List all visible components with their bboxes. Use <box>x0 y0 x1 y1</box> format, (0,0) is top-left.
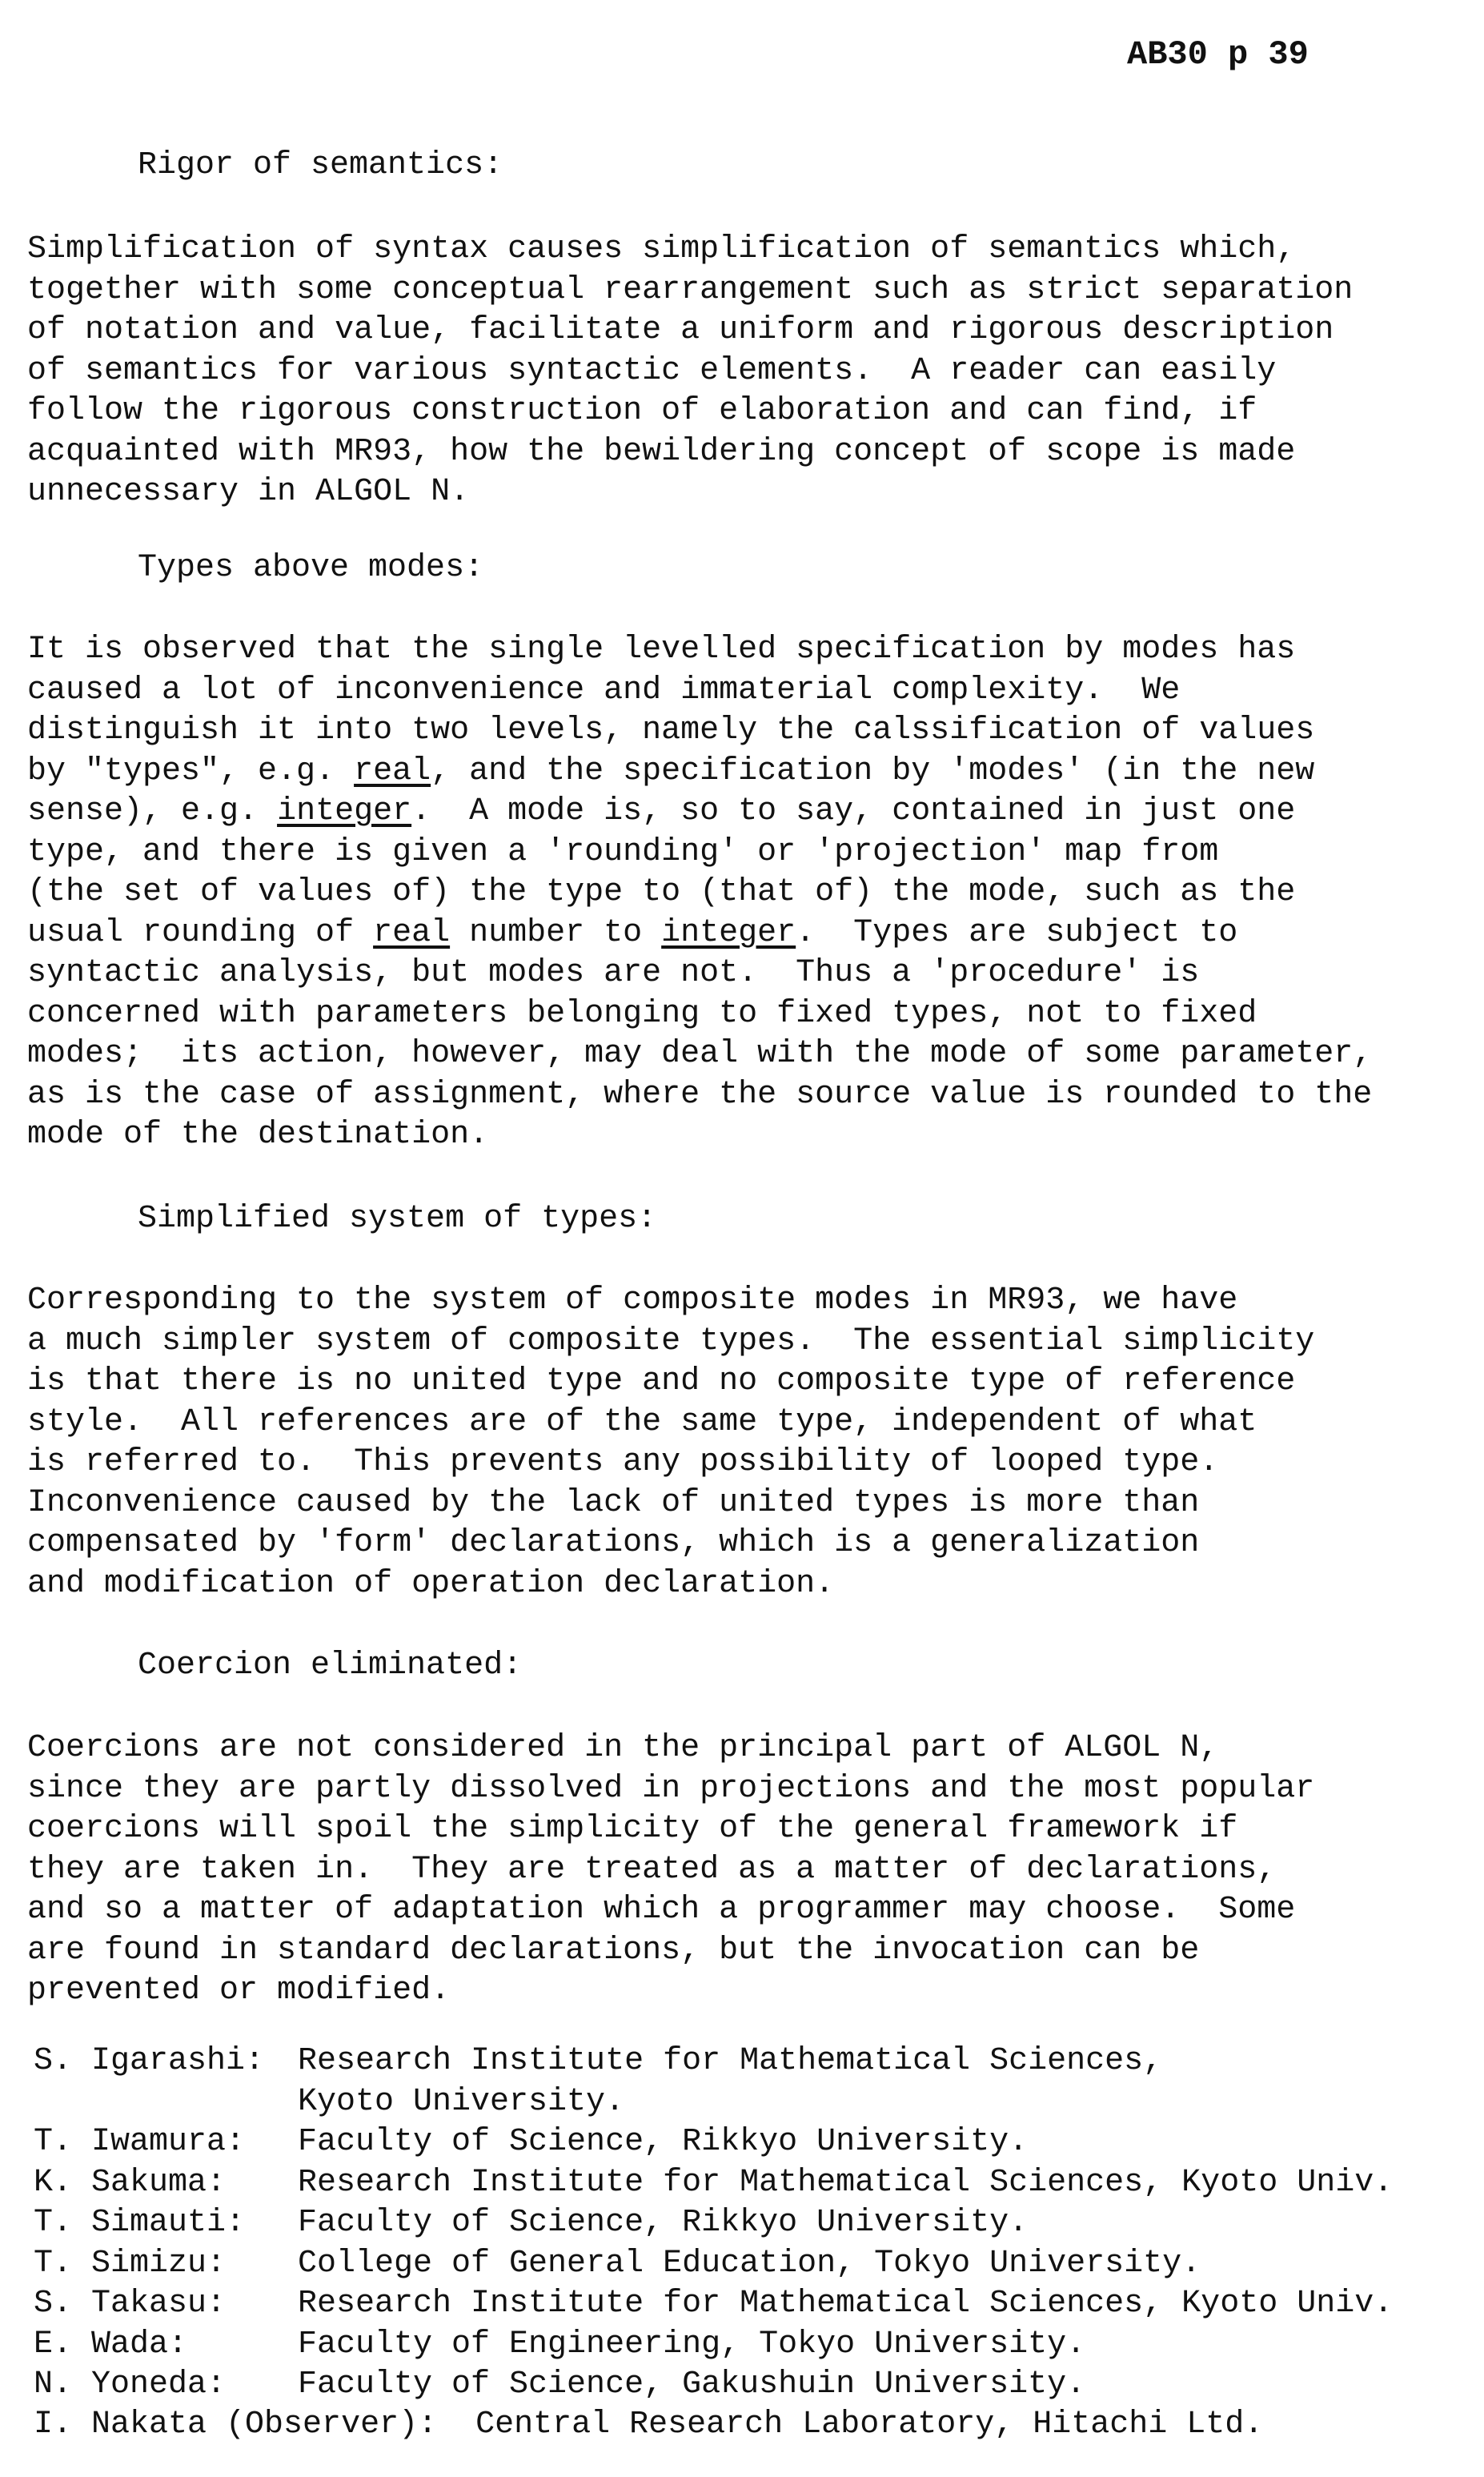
section-body-coercion: Coercions are not considered in the principal part of ALGOL N, since they are partly dissolved in projections and the most popular coercions will spoil the simplicity of the general framework if they are taken in. They are treated as a matter of declarations, and so a matter of adaptation which a programmer may choose. Some are found in standard declarations, but the invocation can be prevented or modified. <box>27 1730 1315 2009</box>
affiliation-name: N. Yoneda: <box>34 2367 227 2403</box>
affiliation-institution: Research Institute for Mathematical Sciences, Kyoto Univ. <box>298 2164 1394 2201</box>
affiliation-name: K. Sakuma: <box>34 2164 227 2201</box>
affiliation-institution: Faculty of Science, Gakushuin University. <box>298 2367 1086 2403</box>
affiliation-institution: Faculty of Science, Rikkyo University. <box>298 2205 1029 2241</box>
affiliation-name: S. Igarashi: <box>34 2043 265 2079</box>
affiliation-name: T. Simauti: <box>34 2205 246 2241</box>
section-body-types: It is observed that the single levelled specification by modes has caused a lot of inconvenience and immaterial complexity. We distinguish it into two levels, namely the calssification of values by "types", e.g. real, and the specification by 'modes' (in the new sense), e.g. integer. A mode is, so to say, contained in just one type, and there is given a 'rounding' or 'projection' map from (the set of values of) the type to (that of) the mode, such as the usual rounding of real number to integer. Types are subject to syntactic analysis, but modes are not. Thus a 'procedure' is concerned with parameters belonging to fixed types, not to fixed modes; its action, however, may deal with the mode of some parameter, as is the case of assignment, where the source value is rounded to the mode of the destination. <box>27 632 1373 1153</box>
affiliation-institution: Research Institute for Mathematical Sciences, Kyoto Univ. <box>298 2286 1394 2322</box>
affiliation-row <box>34 2284 1393 2325</box>
affiliation-institution: Faculty of Engineering, Tokyo University. <box>298 2326 1086 2363</box>
underlined-term: real <box>354 753 431 789</box>
affiliation-institution: College of General Education, Tokyo University. <box>298 2245 1201 2282</box>
underlined-term: integer <box>661 914 796 951</box>
underlined-term: integer <box>277 793 412 829</box>
affiliation-institution: Research Institute for Mathematical Sciences, Kyoto University. <box>298 2043 1163 2120</box>
section-heading-types: Types above modes: <box>138 550 484 586</box>
section-heading-simplified: Simplified system of types: <box>138 1201 657 1237</box>
affiliation-row <box>34 2325 1393 2366</box>
affiliation-institution: Faculty of Science, Rikkyo University. <box>298 2124 1029 2160</box>
affiliation-row <box>34 2365 1393 2406</box>
affiliation-row <box>34 2122 1393 2163</box>
affiliation-row <box>34 2203 1393 2244</box>
affiliation-name: T. Iwamura: <box>34 2124 246 2160</box>
underlined-term: real <box>373 914 451 951</box>
section-body-simplified: Corresponding to the system of composite modes in MR93, we have a much simpler system of composite types. The essential simplicity is that there is no united type and no composite type of reference style. All references are of the same type, independent of what is referred to. This prevents any possibility of looped type. Inconvenience caused by the lack of united types is more than compensated by 'form' declarations, which is a generalization and modification of operation declaration. <box>27 1283 1315 1602</box>
affiliation-list <box>34 2041 1393 2406</box>
affiliation-name: S. Takasu: <box>34 2286 227 2322</box>
section-heading-coercion: Coercion eliminated: <box>138 1648 523 1684</box>
affiliation-name: T. Simizu: <box>34 2245 227 2282</box>
affiliation-row <box>34 2163 1393 2204</box>
section-heading-rigor: Rigor of semantics: <box>138 147 503 183</box>
affiliation-row <box>34 2041 1393 2122</box>
section-body-rigor: Simplification of syntax causes simplification of semantics which, together with some conceptual rearrangement such as strict separation of notation and value, facilitate a uniform and rigorous description of semantics for various syntactic elements. A reader can easily follow the rigorous construction of elaboration and can find, if acquainted with MR93, how the bewildering concept of scope is made unnecessary in ALGOL N. <box>27 231 1354 510</box>
observer-line <box>34 2405 1263 2446</box>
observer-institution: Central Research Laboratory, Hitachi Ltd. <box>475 2407 1264 2443</box>
affiliation-row <box>34 2244 1393 2285</box>
affiliation-name: E. Wada: <box>34 2326 188 2363</box>
page-number: AB30 p 39 <box>1127 35 1309 74</box>
observer-name: I. Nakata (Observer): <box>34 2407 438 2443</box>
